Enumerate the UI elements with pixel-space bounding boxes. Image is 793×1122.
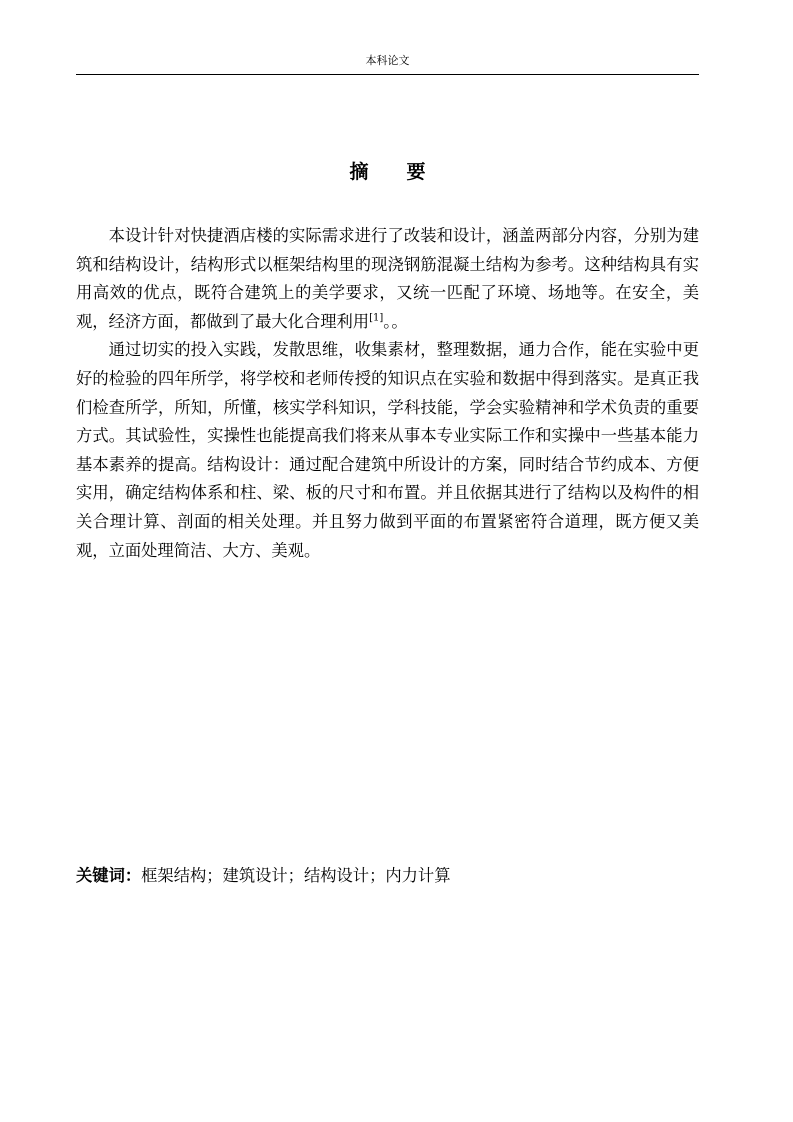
paragraph-text: 本设计针对快捷酒店楼的实际需求进行了改装和设计，涵盖两部分内容，分别为建筑和结构设计，结构形式以框架结构里的现浇钢筋混凝土结构为参考。这种结构具有实用高效的优点，既符合建筑上的美学要求，又统一匹配了环境、场地等。在安全，美观，经济方面，都做到了最大化合理利用 — [76, 226, 699, 331]
abstract-paragraph-1 — [76, 222, 699, 336]
page-header — [76, 54, 699, 75]
keywords-line — [76, 862, 699, 890]
keywords-value: 框架结构；建筑设计；结构设计；内力计算 — [141, 866, 451, 885]
abstract-title-char-1: 摘 — [349, 161, 369, 183]
abstract-title-char-2: 要 — [406, 161, 426, 183]
abstract-body — [76, 222, 699, 565]
abstract-paragraph-2 — [76, 336, 699, 565]
keywords-label: 关键词： — [76, 866, 142, 885]
citation-reference: [1] — [369, 312, 384, 324]
paragraph-tail: 。。 — [383, 311, 408, 331]
paragraph-text: 通过切实的投入实践，发散思维，收集素材，整理数据，通力合作，能在实验中更好的检验的四年所学，将学校和老师传授的知识点在实验和数据中得到落实。是真正我们检查所学，所知，所懂，核实学科知识，学科技能，学会实验精神和学术负责的重要方式。其试验性，实操性也能提高我们将来从事本专业实际工作和实操中一些基本能力基本素养的提高。结构设计：通过配合建筑中所设计的方案，同时结合节约成本、方便实用，确定结构体系和柱、梁、板的尺寸和布置。并且依据其进行了结构以及构件的相关合理计算、剖面的相关处理。并且努力做到平面的布置紧密符合道理，既方便又美观，立面处理简洁、大方、美观。 — [76, 340, 699, 560]
abstract-title — [76, 158, 699, 186]
running-title: 本科论文 — [365, 54, 410, 67]
